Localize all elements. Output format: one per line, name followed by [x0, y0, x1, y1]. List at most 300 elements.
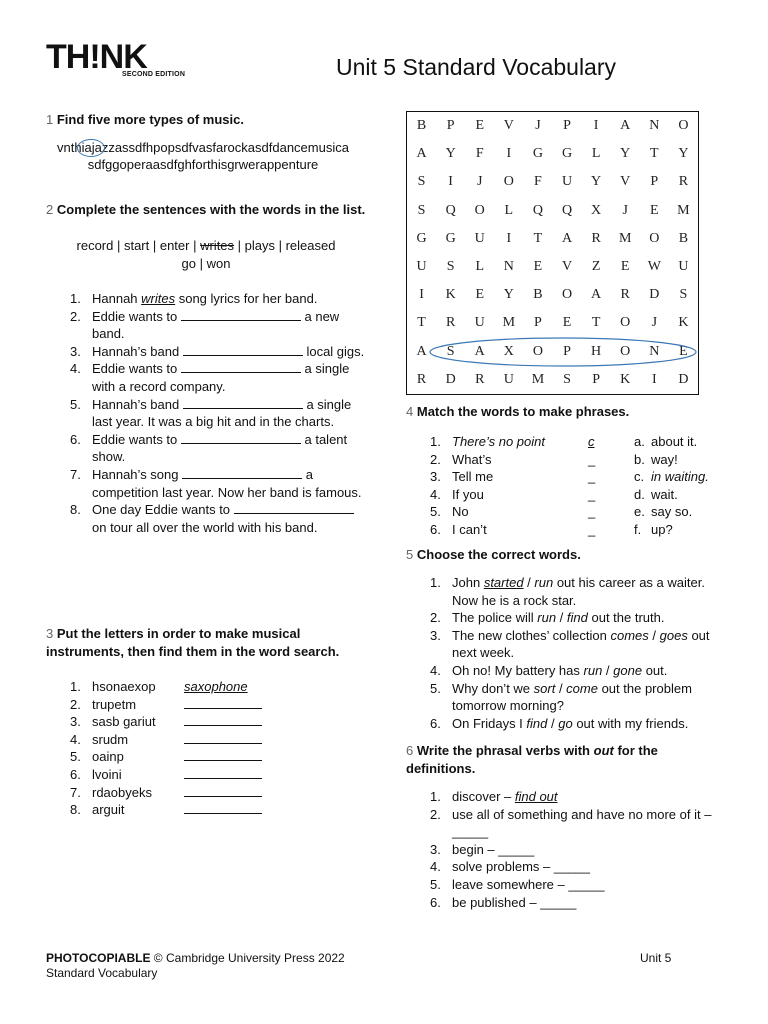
item-text: out next week.	[452, 627, 710, 661]
word-search-row	[407, 253, 698, 281]
word-search-cell[interactable]: O	[678, 118, 689, 133]
item-text: on tour all over the world with his band.	[92, 519, 318, 535]
item-number: 3.	[430, 469, 441, 485]
option-separator: /	[547, 715, 559, 731]
exercise-2-title	[46, 201, 366, 219]
match-row	[406, 468, 726, 486]
word-search-cell[interactable]: E	[475, 287, 485, 303]
item-text: a competition last year. Now her band is famous.	[92, 466, 362, 500]
word-search-cell[interactable]: U	[416, 258, 427, 274]
scrambled-word: srudm	[92, 731, 129, 747]
word-search-cell[interactable]: E	[679, 343, 688, 359]
word-search-cell[interactable]: Q	[532, 202, 543, 218]
list-item	[46, 678, 366, 696]
word-search-cell[interactable]: Y	[445, 146, 456, 162]
scrambled-word: oainp	[92, 749, 124, 765]
exercise-5-list	[406, 574, 726, 732]
answer-blank[interactable]	[184, 784, 262, 797]
example-answer: saxophone	[184, 679, 248, 694]
exercise-number: 3	[46, 626, 54, 641]
exercise-5	[406, 546, 726, 732]
item-text: out his career as a waiter. Now he is a rock star.	[452, 575, 705, 608]
word-search-cell[interactable]: M	[502, 315, 516, 331]
item-number: 5.	[430, 504, 441, 520]
match-answer[interactable]: _	[588, 504, 596, 520]
option-separator: /	[556, 610, 567, 626]
match-row	[406, 503, 726, 521]
item-text: use all of something and have no more of it – _____	[452, 806, 716, 840]
exercise-number: 2	[46, 202, 54, 217]
word-search-cell[interactable]: O	[620, 315, 631, 331]
word-search-cell[interactable]: S	[446, 343, 455, 359]
word-search-row	[407, 281, 698, 309]
word-search-cell[interactable]: A	[474, 343, 485, 359]
list-item	[46, 343, 366, 361]
answer-blank[interactable]	[181, 431, 301, 444]
word-search-cell[interactable]: R	[416, 371, 427, 387]
item-text: Hannah’s band	[92, 396, 183, 412]
word-search-cell[interactable]: I	[593, 118, 599, 133]
word-search-cell[interactable]: E	[475, 118, 485, 133]
exercise-1-title	[46, 111, 366, 129]
match-left: What’s	[452, 451, 492, 467]
word-search-cell[interactable]: N	[649, 118, 660, 133]
word-search-cell[interactable]: R	[475, 371, 485, 387]
answer-blank[interactable]	[184, 766, 262, 779]
photocopiable-label: PHOTOCOPIABLE	[46, 951, 151, 965]
answer-blank[interactable]	[183, 396, 303, 409]
item-number: 7.	[70, 784, 81, 800]
list-item	[406, 680, 726, 715]
word-search-cell[interactable]: Y	[620, 146, 631, 162]
scrambled-word: arguit	[92, 802, 125, 818]
list-item	[46, 713, 366, 731]
exercise-title-text: Match the words to make phrases.	[416, 404, 630, 419]
word-search-cell[interactable]: T	[417, 315, 426, 331]
word-search-cell[interactable]: R	[591, 230, 601, 246]
word-search-cell[interactable]: J	[651, 315, 658, 331]
item-number: 4.	[430, 662, 441, 678]
word-search-cell[interactable]: P	[592, 371, 600, 387]
match-right-letter: b.	[634, 451, 645, 467]
word-search-row	[407, 225, 698, 253]
word-search-cell[interactable]: G	[561, 146, 573, 162]
logo-text: TH!NK	[46, 38, 147, 76]
word-search-cell[interactable]: I	[419, 287, 424, 303]
item-text: discover –	[452, 789, 515, 804]
list-item	[46, 766, 366, 784]
example-answer: writes	[141, 291, 176, 306]
list-item	[406, 841, 726, 859]
item-text: solve problems – _____	[452, 859, 591, 875]
item-number: 1.	[70, 679, 81, 694]
scrambled-word: trupetm	[92, 696, 137, 712]
item-text: The new clothes’ collection	[452, 627, 611, 643]
word-search-cell[interactable]: D	[649, 287, 660, 303]
option-separator: /	[648, 627, 660, 643]
list-item	[406, 662, 726, 680]
word-search-cell[interactable]: R	[620, 287, 630, 303]
word-list-part-b: | plays | released	[234, 238, 336, 253]
exercise-title-text: for the definitions.	[406, 743, 658, 776]
item-number: 2.	[70, 696, 81, 712]
letter-string-line-1: vnthiajazzassdfhpopsdfvasfarockasdfdancemusica	[57, 140, 349, 155]
word-search-cell[interactable]: K	[678, 315, 689, 331]
think-logo	[46, 40, 186, 84]
word-search-cell[interactable]: V	[503, 118, 514, 133]
exercise-title-text: Find five more types of music.	[56, 112, 244, 127]
word-search-cell[interactable]: Q	[445, 202, 456, 218]
answer-blank[interactable]	[184, 731, 262, 744]
word-search-cell[interactable]: B	[416, 118, 427, 133]
list-item	[46, 431, 366, 466]
option-2[interactable]: go	[558, 715, 573, 731]
match-left: There’s no point	[452, 434, 545, 449]
word-search-cell[interactable]: M	[677, 202, 690, 218]
word-search-cell[interactable]: S	[417, 202, 426, 218]
match-right: about it.	[651, 434, 698, 449]
answer-blank[interactable]	[181, 308, 301, 321]
word-search-cell[interactable]: Q	[561, 202, 573, 218]
logo-subtitle: SECOND EDITION	[122, 71, 186, 78]
word-search-cell[interactable]: A	[561, 230, 573, 246]
answer-blank[interactable]	[184, 801, 262, 814]
exercise-3-title	[46, 625, 366, 661]
word-search-cell[interactable]: Y	[591, 174, 602, 190]
item-text: out the truth.	[587, 610, 665, 626]
word-search-cell[interactable]: A	[416, 146, 427, 162]
match-left: Tell me	[452, 469, 494, 485]
list-item	[46, 501, 366, 536]
footer	[46, 951, 345, 981]
item-text: Hannah’s band	[92, 343, 183, 359]
list-item	[406, 715, 726, 733]
option-2[interactable]: gone	[613, 662, 643, 678]
match-row	[406, 486, 726, 504]
match-right: wait.	[651, 486, 678, 502]
word-search-cell[interactable]: E	[562, 315, 572, 331]
match-answer[interactable]: _	[588, 521, 596, 537]
exercise-number: 5	[406, 547, 414, 562]
answer-blank[interactable]	[181, 360, 301, 373]
match-left: No	[452, 504, 469, 520]
match-right: up?	[651, 521, 673, 537]
item-number: 8.	[70, 502, 81, 518]
answer-blank[interactable]	[183, 343, 303, 356]
word-search-cell[interactable]: E	[533, 258, 543, 274]
match-right-letter: d.	[634, 486, 645, 502]
match-answer[interactable]: _	[588, 486, 596, 502]
word-search-cell[interactable]: E	[650, 202, 659, 218]
word-search-cell[interactable]: K	[445, 287, 456, 303]
answer-blank[interactable]	[184, 748, 262, 761]
exercise-title-text: Put the letters in order to make musical instruments, then find them in the word search.	[46, 626, 340, 659]
word-list-struck-word: writes	[200, 238, 235, 253]
word-search-row	[407, 140, 698, 168]
exercise-2	[46, 201, 366, 536]
match-answer[interactable]: _	[588, 469, 596, 485]
item-number: 6.	[70, 431, 81, 447]
item-text: Oh no! My battery has	[452, 662, 584, 678]
item-number: 1.	[430, 789, 441, 804]
item-number: 1.	[70, 291, 81, 306]
match-right: way!	[651, 451, 678, 467]
exercise-title-text: Write the phrasal verbs with	[416, 743, 594, 758]
word-search-cell[interactable]: W	[647, 258, 661, 274]
item-number: 6.	[430, 894, 441, 910]
word-search-row	[407, 168, 698, 196]
word-search-cell[interactable]: M	[618, 230, 632, 246]
option-separator: /	[523, 575, 535, 590]
list-item	[406, 858, 726, 876]
word-search-cell[interactable]: K	[620, 371, 631, 387]
word-search-cell[interactable]: U	[503, 371, 514, 387]
item-number: 6.	[430, 715, 441, 731]
word-search-cell[interactable]: F	[534, 174, 542, 190]
match-answer[interactable]: c	[588, 434, 595, 449]
letter-string-line-2: sdfggoperaasdfghforthisgrwerappenture	[87, 157, 319, 172]
item-text: song lyrics for her band.	[175, 291, 318, 306]
word-search-cell[interactable]: J	[535, 118, 541, 133]
item-text: Why don’t we	[452, 680, 534, 696]
item-number: 5.	[430, 876, 441, 892]
list-item	[46, 748, 366, 766]
match-right: say so.	[651, 504, 693, 520]
word-search-cell[interactable]: O	[532, 343, 543, 359]
exercise-number: 1	[46, 112, 54, 127]
word-search-cell[interactable]: R	[445, 315, 456, 331]
footer-unit: Unit 5	[640, 951, 672, 965]
word-search-cell[interactable]: S	[563, 371, 571, 387]
word-search-cell[interactable]: L	[504, 202, 514, 218]
option-1[interactable]: sort	[533, 680, 556, 696]
exercise-1	[46, 111, 366, 129]
word-search-cell[interactable]: J	[622, 202, 628, 218]
item-number: 4.	[70, 731, 81, 747]
match-row	[406, 451, 726, 469]
option-separator: /	[555, 680, 567, 696]
list-item	[406, 876, 726, 894]
word-search-cell[interactable]: O	[503, 174, 514, 190]
item-text: One day Eddie wants to	[92, 502, 234, 518]
item-number: 6.	[70, 766, 81, 782]
item-number: 4.	[70, 361, 81, 377]
item-text: Hannah	[92, 291, 142, 306]
exercise-title-italic: out	[593, 743, 614, 758]
word-search-cell[interactable]: I	[506, 146, 512, 162]
word-search-cell[interactable]: X	[503, 343, 514, 359]
word-search-cell[interactable]: F	[475, 146, 484, 162]
word-search-cell[interactable]: X	[591, 202, 602, 218]
item-text: a single with a record company.	[92, 361, 350, 394]
word-search-cell[interactable]: G	[445, 230, 456, 246]
word-search-cell[interactable]: B	[533, 287, 543, 303]
word-search-cell[interactable]: O	[620, 343, 631, 359]
match-answer[interactable]: _	[588, 451, 596, 467]
word-search-cell[interactable]: A	[620, 118, 631, 133]
option-2[interactable]: goes	[659, 627, 688, 643]
word-search-cell[interactable]: U	[561, 174, 573, 190]
word-search-cell[interactable]: T	[650, 146, 659, 162]
item-text: begin – _____	[452, 841, 535, 857]
item-number: 4.	[430, 859, 441, 875]
footer-subtitle: Standard Vocabulary	[46, 966, 158, 980]
word-search-cell[interactable]: M	[531, 371, 545, 387]
option-1[interactable]: run	[537, 610, 557, 626]
exercise-6	[406, 742, 726, 911]
word-search-cell[interactable]: P	[563, 118, 571, 133]
word-search-cell[interactable]: U	[474, 230, 485, 246]
item-number: 1.	[430, 575, 441, 590]
word-search-cell[interactable]: Y	[503, 287, 514, 303]
match-left: I can’t	[452, 521, 487, 537]
example-answer: find out	[514, 789, 558, 804]
word-search-cell[interactable]: V	[561, 258, 573, 274]
item-text: local gigs.	[302, 343, 365, 359]
word-list-part-a: record | start | enter |	[76, 238, 201, 253]
exercise-title-text: Complete the sentences with the words in the list.	[56, 202, 366, 217]
word-search-cell[interactable]: T	[591, 315, 601, 331]
word-search-cell[interactable]: N	[503, 258, 514, 274]
word-search-cell[interactable]: L	[591, 146, 601, 162]
option-1[interactable]: run	[583, 662, 603, 678]
list-item	[406, 574, 726, 609]
list-item	[46, 784, 366, 802]
word-search-row	[407, 366, 698, 394]
word-search-cell[interactable]: S	[446, 258, 455, 274]
item-number: 4.	[430, 486, 441, 502]
word-search-cell[interactable]: O	[474, 202, 485, 218]
word-search-cell[interactable]: J	[477, 174, 483, 190]
word-search-cell[interactable]: I	[448, 174, 453, 190]
item-number: 3.	[430, 627, 441, 643]
item-text: out.	[642, 662, 668, 678]
word-search-cell[interactable]: A	[591, 287, 602, 303]
word-search-cell[interactable]: L	[475, 258, 485, 274]
word-search-cell[interactable]: Y	[678, 146, 689, 162]
scrambled-word: lvoini	[92, 766, 122, 782]
word-search-cell[interactable]: E	[620, 258, 630, 274]
list-item	[406, 609, 726, 627]
match-right-letter: a.	[634, 434, 645, 449]
answer-blank[interactable]	[184, 696, 262, 709]
item-text: a talent show.	[92, 431, 348, 465]
item-number: 6.	[430, 521, 441, 537]
option-1[interactable]: started	[483, 575, 524, 590]
list-item	[46, 360, 366, 395]
item-number: 2.	[430, 806, 441, 822]
item-text: Hannah’s song	[92, 466, 183, 482]
page-title: Unit 5 Standard Vocabulary	[336, 54, 617, 80]
word-search-cell[interactable]: H	[591, 343, 602, 359]
option-2[interactable]: run	[534, 575, 554, 590]
word-search-cell[interactable]: I	[506, 230, 512, 246]
word-search-cell[interactable]: D	[678, 371, 689, 387]
item-text: On Fridays I	[452, 715, 527, 731]
word-search-cell[interactable]: N	[649, 343, 660, 359]
exercise-4-list	[406, 433, 726, 539]
scrambled-word: sasb gariut	[92, 714, 156, 730]
word-search-cell[interactable]: A	[416, 343, 427, 359]
word-search-cell[interactable]: R	[678, 174, 689, 190]
word-search-cell[interactable]: P	[563, 343, 571, 359]
word-search-cell[interactable]: P	[650, 174, 659, 190]
word-search-cell[interactable]: S	[679, 287, 688, 303]
word-search-cell[interactable]: S	[417, 174, 426, 190]
word-search-row	[407, 112, 698, 140]
word-search-cell[interactable]: I	[651, 371, 657, 387]
exercise-2-list	[46, 290, 366, 536]
item-text: a single last year. It was a big hit and in the charts.	[92, 396, 352, 430]
answer-blank[interactable]	[182, 466, 302, 479]
word-search-row	[407, 197, 698, 225]
list-item	[406, 806, 726, 841]
item-number: 3.	[70, 343, 81, 359]
match-right-letter: c.	[634, 469, 645, 485]
list-item	[406, 894, 726, 912]
item-number: 5.	[430, 680, 441, 696]
exercise-3-list	[46, 678, 366, 819]
list-item	[46, 466, 366, 501]
match-row	[406, 521, 726, 539]
word-search-cell[interactable]: D	[445, 371, 456, 387]
option-separator: /	[602, 662, 614, 678]
word-search-cell[interactable]: O	[649, 230, 660, 246]
match-left: If you	[452, 486, 484, 502]
item-number: 3.	[70, 714, 81, 730]
scrambled-word: rdaobyeks	[92, 784, 152, 800]
exercise-4-title	[406, 403, 726, 421]
word-search-cell[interactable]: U	[678, 258, 689, 274]
answer-blank[interactable]	[184, 713, 262, 726]
exercise-number: 4	[406, 404, 414, 419]
exercise-3	[46, 625, 366, 819]
item-text: John	[452, 575, 484, 590]
item-number: 3.	[430, 841, 441, 857]
word-search-cell[interactable]: B	[678, 230, 689, 246]
word-search-cell[interactable]: G	[532, 146, 543, 162]
exercise-5-title	[406, 546, 726, 564]
item-number: 2.	[430, 451, 441, 467]
word-search-cell[interactable]: Z	[591, 258, 601, 274]
list-item	[46, 308, 366, 343]
word-search-cell[interactable]: P	[534, 315, 542, 331]
match-right-letter: e.	[634, 504, 645, 520]
option-1[interactable]: find	[526, 715, 548, 731]
word-search-cell[interactable]: O	[561, 287, 573, 303]
word-search-cell[interactable]: V	[620, 174, 631, 190]
item-text: leave somewhere – _____	[452, 876, 605, 892]
word-search-cell[interactable]: P	[446, 118, 455, 133]
match-right-letter: f.	[634, 521, 642, 537]
word-search-cell[interactable]: G	[416, 230, 427, 246]
list-item	[46, 731, 366, 749]
word-search-cell[interactable]: T	[533, 230, 543, 246]
match-row	[406, 433, 726, 451]
circle-jazz-annotation	[76, 138, 106, 158]
item-number: 1.	[430, 434, 441, 449]
list-item	[46, 801, 366, 819]
option-1[interactable]: comes	[610, 627, 649, 643]
option-2[interactable]: find	[566, 610, 588, 626]
circle-saxophone-annotation	[428, 336, 700, 368]
list-item	[46, 696, 366, 714]
word-search-cell[interactable]: U	[474, 315, 485, 331]
option-2[interactable]: come	[566, 680, 598, 696]
item-text: be published – _____	[452, 894, 577, 910]
answer-blank[interactable]	[234, 501, 354, 514]
list-item	[46, 396, 366, 431]
